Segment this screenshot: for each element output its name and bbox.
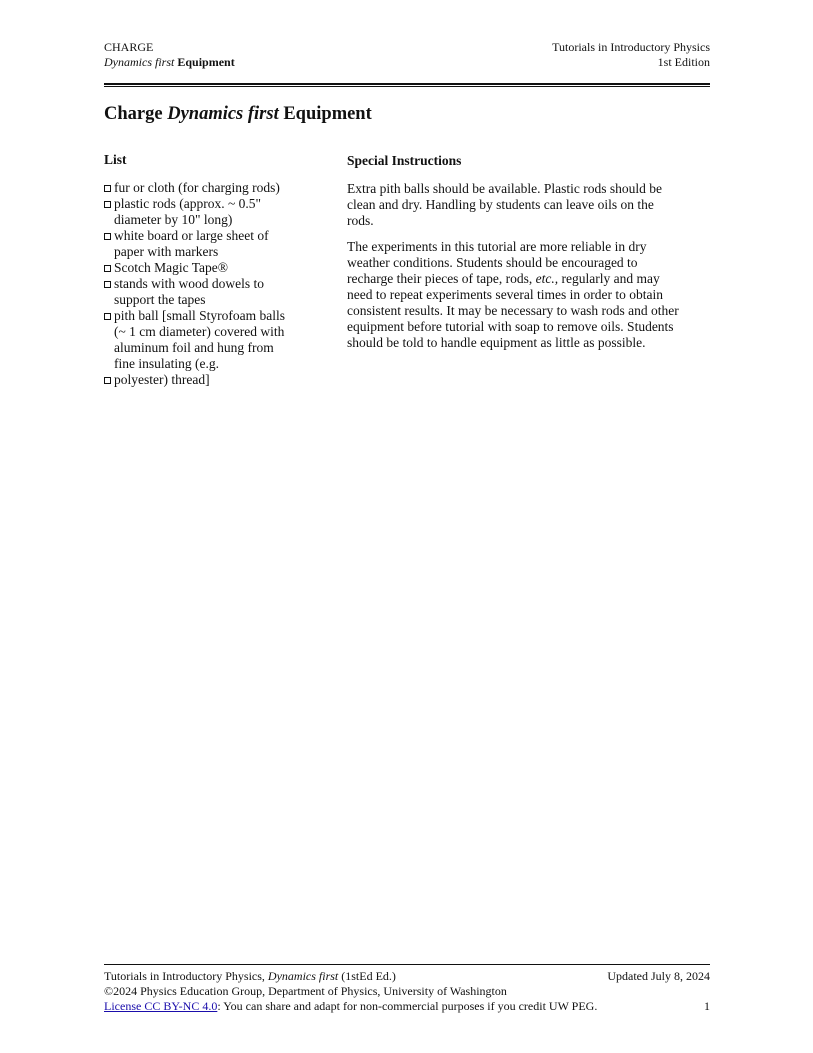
header-subtitle-italic: Dynamics first [104, 55, 175, 69]
header-right [552, 40, 710, 70]
list-item-text: Scotch Magic Tape® [114, 260, 229, 275]
checkbox-icon [104, 313, 111, 320]
list-item-text: fur or cloth (for charging rods) [114, 180, 280, 195]
header-subtitle [104, 55, 235, 70]
para2-line-2: weather conditions. Students should be encouraged to [347, 255, 638, 270]
license-link[interactable]: License CC BY-NC 4.0 [104, 999, 218, 1013]
list-item-text: support the tapes [114, 292, 206, 307]
para1-line-3: rods. [347, 213, 374, 228]
para2-line-5: consistent results. It may be necessary to wash rods and other [347, 303, 679, 318]
footer-divider [104, 964, 710, 965]
equipment-list [104, 180, 310, 388]
special-instructions-section [347, 152, 711, 351]
header-subtitle-bold: Equipment [177, 55, 235, 69]
para1-line-2: clean and dry. Handling by students can leave oils on the [347, 197, 654, 212]
para2-line-1: The experiments in this tutorial are more reliable in dry [347, 239, 647, 254]
footer-line-3 [104, 999, 710, 1014]
list-item [104, 308, 310, 372]
title-part2: Dynamics first [167, 104, 279, 124]
para2-line-3-italic: etc., [535, 271, 559, 286]
list-item-text: pith ball [small Styrofoam balls [114, 308, 285, 323]
checkbox-icon [104, 185, 111, 192]
list-item [104, 276, 310, 308]
list-item [104, 228, 310, 260]
list-item-text: polyester) thread] [114, 372, 210, 387]
header-divider-thin [104, 86, 710, 87]
list-item [104, 180, 310, 196]
list-item-text: white board or large sheet of [114, 228, 269, 243]
footer-copyright: ©2024 Physics Education Group, Department of Physics, University of Washington [104, 984, 507, 998]
page-title [104, 104, 372, 125]
page-footer [104, 969, 710, 1014]
list-item-text: aluminum foil and hung from [114, 340, 274, 355]
header-book-title: Tutorials in Introductory Physics [552, 40, 710, 54]
para2-line-4: need to repeat experiments several times in order to obtain [347, 287, 664, 302]
page-number: 1 [704, 999, 710, 1013]
footer-citation-pre: Tutorials in Introductory Physics, [104, 969, 265, 983]
checkbox-icon [104, 201, 111, 208]
list-item [104, 372, 310, 388]
list-item-text: stands with wood dowels to [114, 276, 264, 291]
checkbox-icon [104, 377, 111, 384]
instructions-paragraph-2 [347, 239, 711, 351]
header-edition: 1st Edition [657, 55, 710, 69]
list-heading: List [104, 152, 127, 167]
title-part3: Equipment [283, 104, 372, 124]
header-divider-thick [104, 83, 710, 85]
list-item [104, 196, 310, 228]
header-chapter: CHARGE [104, 40, 154, 54]
header-left [104, 40, 235, 70]
footer-updated-date: Updated July 8, 2024 [607, 969, 710, 983]
list-item [104, 260, 310, 276]
para2-line-6: equipment before tutorial with soap to remove oils. Students [347, 319, 674, 334]
instructions-paragraph-1 [347, 181, 711, 229]
list-item-text: paper with markers [114, 244, 219, 259]
footer-line-1 [104, 969, 710, 984]
list-item-text: (~ 1 cm diameter) covered with [114, 324, 285, 339]
license-text: : You can share and adapt for non-commercial purposes if you credit UW PEG. [217, 999, 598, 1013]
footer-citation [104, 969, 396, 983]
list-item-text: fine insulating (e.g. [114, 356, 219, 371]
footer-citation-post: (1stEd Ed.) [341, 969, 396, 983]
title-part1: Charge [104, 104, 163, 124]
checkbox-icon [104, 265, 111, 272]
equipment-list-section [104, 151, 310, 388]
para2-line-7: should be told to handle equipment as little as possible. [347, 335, 646, 350]
checkbox-icon [104, 233, 111, 240]
footer-citation-italic: Dynamics first [267, 969, 339, 983]
para2-line-3-post: regularly and may [561, 271, 660, 286]
checkbox-icon [104, 281, 111, 288]
para2-line-3-pre: recharge their pieces of tape, rods, [347, 271, 533, 286]
para1-line-1: Extra pith balls should be available. Plastic rods should be [347, 181, 662, 196]
list-item-text: plastic rods (approx. ~ 0.5" [114, 196, 262, 211]
list-item-text: diameter by 10" long) [114, 212, 233, 227]
instructions-heading: Special Instructions [347, 153, 462, 168]
